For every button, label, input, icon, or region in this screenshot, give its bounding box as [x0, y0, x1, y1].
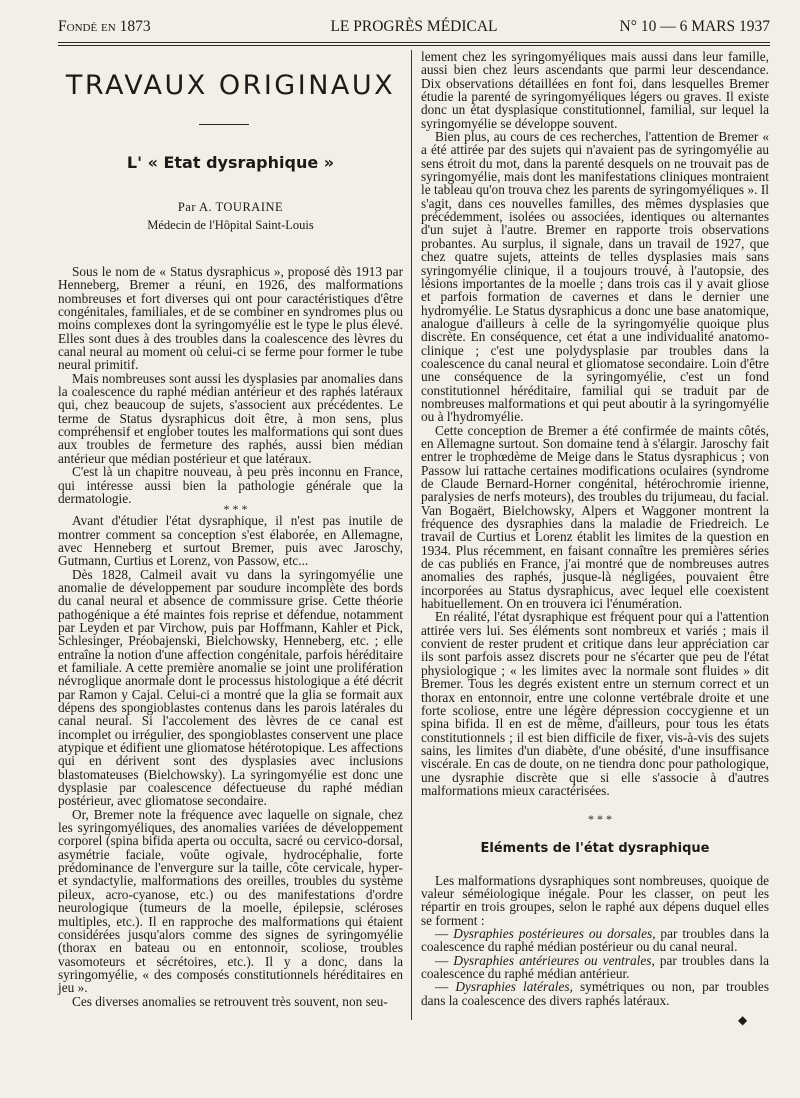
paragraph: Cette conception de Bremer a été confirmée de maints côtés, en Allemagne surtout. Son domaine tend à s'élargir. Jaroschy fait entrer le trophœdème de Meige dans le Status dysraphicus ; von Passow lui rattache certaines modifications oculaires (syndrome de Claude Bernard-Horner congénital, hétérochromie irienne, paralysies de nerfs moteurs), des troubles du trijumeau, du facial. Van Bogaërt, Bielchowsky, Alpers et Waggoner montrent la fréquence des dysraphies dans la maladie de Friedreich. Le travail de Curtius et Lorenz établit les limites de la question en 1934. Plus récemment, en faisant connaître les premières séries de cas publiés en France, j'ai montré que de nombreuses autres anomalies des raphés, jusque-là négligées, pouvaient être incorporées au Status dysraphicus, avec lequel elle coexistent habituellement. On en trouvera ici l'énumération.	[421, 422, 769, 612]
byline	[58, 200, 403, 215]
list-item: — Dysraphies postérieures ou dorsales, par troubles dans la coalescence du raphé médian postérieur ou du canal neural.	[421, 925, 769, 955]
article-title: L' « Etat dysraphique »	[126, 153, 335, 172]
header-rule-top	[58, 42, 770, 43]
right-column	[421, 50, 769, 1007]
title-rule	[199, 124, 249, 125]
left-column	[58, 265, 403, 1008]
paragraph: En réalité, l'état dysraphique est fréquent pour qui a l'attention attirée vers lui. Ses éléments sont nombreux et variés ; mais il convient de rester prudent et critique dans leur appréciation car ils sont parfois assez discrets pour ne s'écarter que peu de l'état physiologique ; « les limites avec la normale sont fluides » dit Bremer. Tous les degrés existent entre un sternum correct et un thorax en entonnoir, entre une colonne vertébrale droite et une forte scoliose, entre une légère dépression coccygienne et un spina bifida. Il en est de même, d'ailleurs, pour tous les états constitutionnels ; il est bien difficile de fixer, vis-à-vis des sujets sains, les limites d'un diabète, d'une obésité, d'une insuffisance viscérale. En cas de doute, on ne tiendra donc pour pathologique, une dysraphie discrète que si elle s'associe à d'autres malformations mieux caractérisées.	[421, 609, 769, 798]
stars-text: * * *	[223, 502, 248, 517]
list-item: — Dysraphies latérales, symétriques ou non, par troubles dans la coalescence des divers raphés latéraux.	[421, 979, 769, 1008]
list-text: , par troubles dans la coalescence du raphé médian postérieur ou du canal neural.	[421, 925, 769, 955]
paragraph: C'est là un chapitre nouveau, à peu près inconnu en France, qui intéresse aussi bien la pathologie générale que la dermatologie.	[58, 464, 403, 506]
running-header	[58, 18, 770, 40]
paragraph: Sous le nom de « Status dysraphicus », proposé dès 1913 par Henneberg, Bremer a réuni, en 1926, des malformations nombreuses et fort diverses qui ont pour caractéristiques d'être congénitales, familiales, et de se combiner en syndromes plus ou moins complexes dont la syringomyélie est le type le plus élevé. Elles sont dues à des troubles dans la coalescence des lèvres du canal neural au moment où celui-ci se ferme pour former le tube neural primitif.	[58, 264, 403, 373]
column-separator	[411, 50, 412, 1020]
stars-text: * * *	[588, 812, 612, 827]
header-journal-title: LE PROGRÈS MÉDICAL	[330, 18, 498, 35]
paragraph: Or, Bremer note la fréquence avec laquelle on signale, chez les syringomyéliques, des anomalies variées de développement corporel (spina bifida aperta ou occulta, sacré ou cervico-dorsal, asymétrie faciale, voûte ogivale, hydrocéphalie, forte prédominance de l'envergure sur la taille, côte cervicale, hyper- et syndactylie, malformations des oreilles, troubles du système pileux, acro-cyanose, etc.) ou des manifestations d'ordre neurologique (tumeurs de la moelle, épilepsie, scléroses multiples, etc.). Il en rapproche des malformations qui étaient considérées jusqu'alors comme des signes de syringomyélie (thorax en bateau ou en entonnoir, scoliose, troubles vasomoteurs et sécrétoires, etc.). Il y a donc, dans la syringomyélie, « des composés constitutionnels héréditaires en jeu ».	[58, 806, 403, 996]
end-ornament-icon: ◆	[738, 1013, 748, 1027]
list-item: — Dysraphies antérieures ou ventrales, par troubles dans la coalescence du raphé médian antérieur.	[421, 952, 769, 981]
paragraph: Ces diverses anomalies se retrouvent très souvent, non seu-	[72, 993, 388, 1009]
paragraph: Avant d'étudier l'état dysraphique, il n'est pas inutile de montrer comment sa conception s'est élaborée, en Allemagne, avec Henneberg et surtout Bremer, puis avec Jaroschy, Gutmann, Curtius et Lorenz, von Passow, etc...	[58, 513, 403, 569]
paragraph: Dès 1828, Calmeil avait vu dans la syringomyélie une anomalie de développement par soudure incomplète des bords du canal neural et absence de commissure grise. Cette théorie pathogénique a été maintes fois reprise et défendue, notamment par Leyden et par Virchow, puis par Hoffmann, Kahler et Pick, Schlesinger, Préobajenski, Bielchowsky, Henneberg, etc. ; elle entraîne la notion d'une affection congénitale, parfois héréditaire et familiale. A cette première anomalie se joint une prolifération névroglique anormale dont le processus histologique a été décrit par Ramon y Cajal. Celui-ci a montré que la glia se formait aux dépens des spongioblastes contenus dans les parois latérales du canal neural. Si l'accolement des lèvres de ce canal est incomplet ou irrégulier, des spongioblastes conservent une place atypique et édifient une gliomatose hétérotopique. Les affections qui en dérivent sont des dysplasies avec inclusions blastomateuses (Bielchowsky). La syringomyélie est donc une dysplasie par coalescence défectueuse du raphé médian postérieur, avec gliomatose secondaire.	[58, 566, 403, 809]
section-title: TRAVAUX ORIGINAUX	[65, 70, 396, 101]
list-text: , par troubles dans la coalescence du raphé médian antérieur.	[421, 952, 769, 981]
paragraph: Mais nombreuses sont aussi les dysplasies par anomalies dans la coalescence du raphé médian antérieur et des raphés latéraux qui, chez beaucoup de sujets, s'associent aux précédentes. Le terme de Status dysraphicus doit être, à mon sens, plus compréhensif et englober toutes les malformations qui sont dues aux troubles de fermeture des raphés, aussi bien médian antérieur que médian postérieur et que latéraux.	[58, 370, 403, 466]
paragraph: lement chez les syringomyéliques mais aussi dans leur famille, aussi bien chez leurs ascendants que parmi leur descendance. Dix observations détaillées en font foi, dans lesquelles Bremer étudie la parenté de syringomyéliques légers ou graves. Il existe donc un état dysplasique constitutionnel, familial, sur lequel la syringomyélie se développe souvent.	[421, 49, 769, 131]
paragraph: Bien plus, au cours de ces recherches, l'attention de Bremer « a été attirée par des sujets qui n'avaient pas de syringomyélie au sens étroit du mot, dans la parenté desquels on ne trouvait pas de syringomyélie, mais dont les manifestations cliniques montraient le tableau qu'on trouva chez les parents de syringomyéliques ». Il s'agit, dans ces nouvelles familles, des mêmes dysplasies que précédemment, isolées ou associées, identiques ou alternantes d'un sujet à l'autre. Bremer en rapporte trois observations probantes. Au surplus, il signale, dans un travail de 1927, que chez quatre sujets, atteints de telles dysplasies mais sans syringomyélie clinique, il a toujours trouvé, à l'autopsie, des lésions importantes de la moelle ; dans trois cas il y avait gliose et parfois formation de cavernes et dans le dernier une hydromyélie. Le Status dysraphicus a donc une base anatomique, analogue d'ailleurs à celle de la syringomyélie quoique plus discrète. En conséquence, cet état a une individualité anatomo-clinique ; c'est une polydysplasie par troubles dans la coalescence du canal neural et gliomatose secondaire. Loin d'être une conséquence de la syringomyélie, c'est un fond constitutionnel héréditaire, familial qui se traduit par de nombreuses malformations et qui peut aboutir à la syringomyélie ou à l'hydromyélie.	[421, 129, 769, 425]
author-affiliation: Médecin de l'Hôpital Saint-Louis	[147, 218, 314, 232]
list-term: Dysraphies postérieures ou dorsales	[453, 925, 653, 941]
subheading: Eléments de l'état dysraphique	[480, 841, 710, 857]
section-stars	[421, 812, 769, 827]
list-term: Dysraphies antérieures ou ventrales	[453, 952, 652, 968]
author-name: Par A. TOURAINE	[177, 200, 284, 214]
paragraph: Les malformations dysraphiques sont nombreuses, quoique de valeur séméiologique inégale. Pour les classer, on peut les répartir en trois groupes, selon le raphé aux dépens duquel elles se forment :	[421, 872, 769, 928]
header-rule-bottom	[58, 45, 770, 46]
list-text: , symétriques ou non, par troubles dans la coalescence des divers raphés latéraux.	[421, 979, 769, 1008]
header-issue-date: N° 10 — 6 MARS 1937	[619, 18, 770, 35]
list-term: Dysraphies latérales	[455, 979, 570, 995]
header-founded: Fondé en 1873	[58, 18, 151, 35]
